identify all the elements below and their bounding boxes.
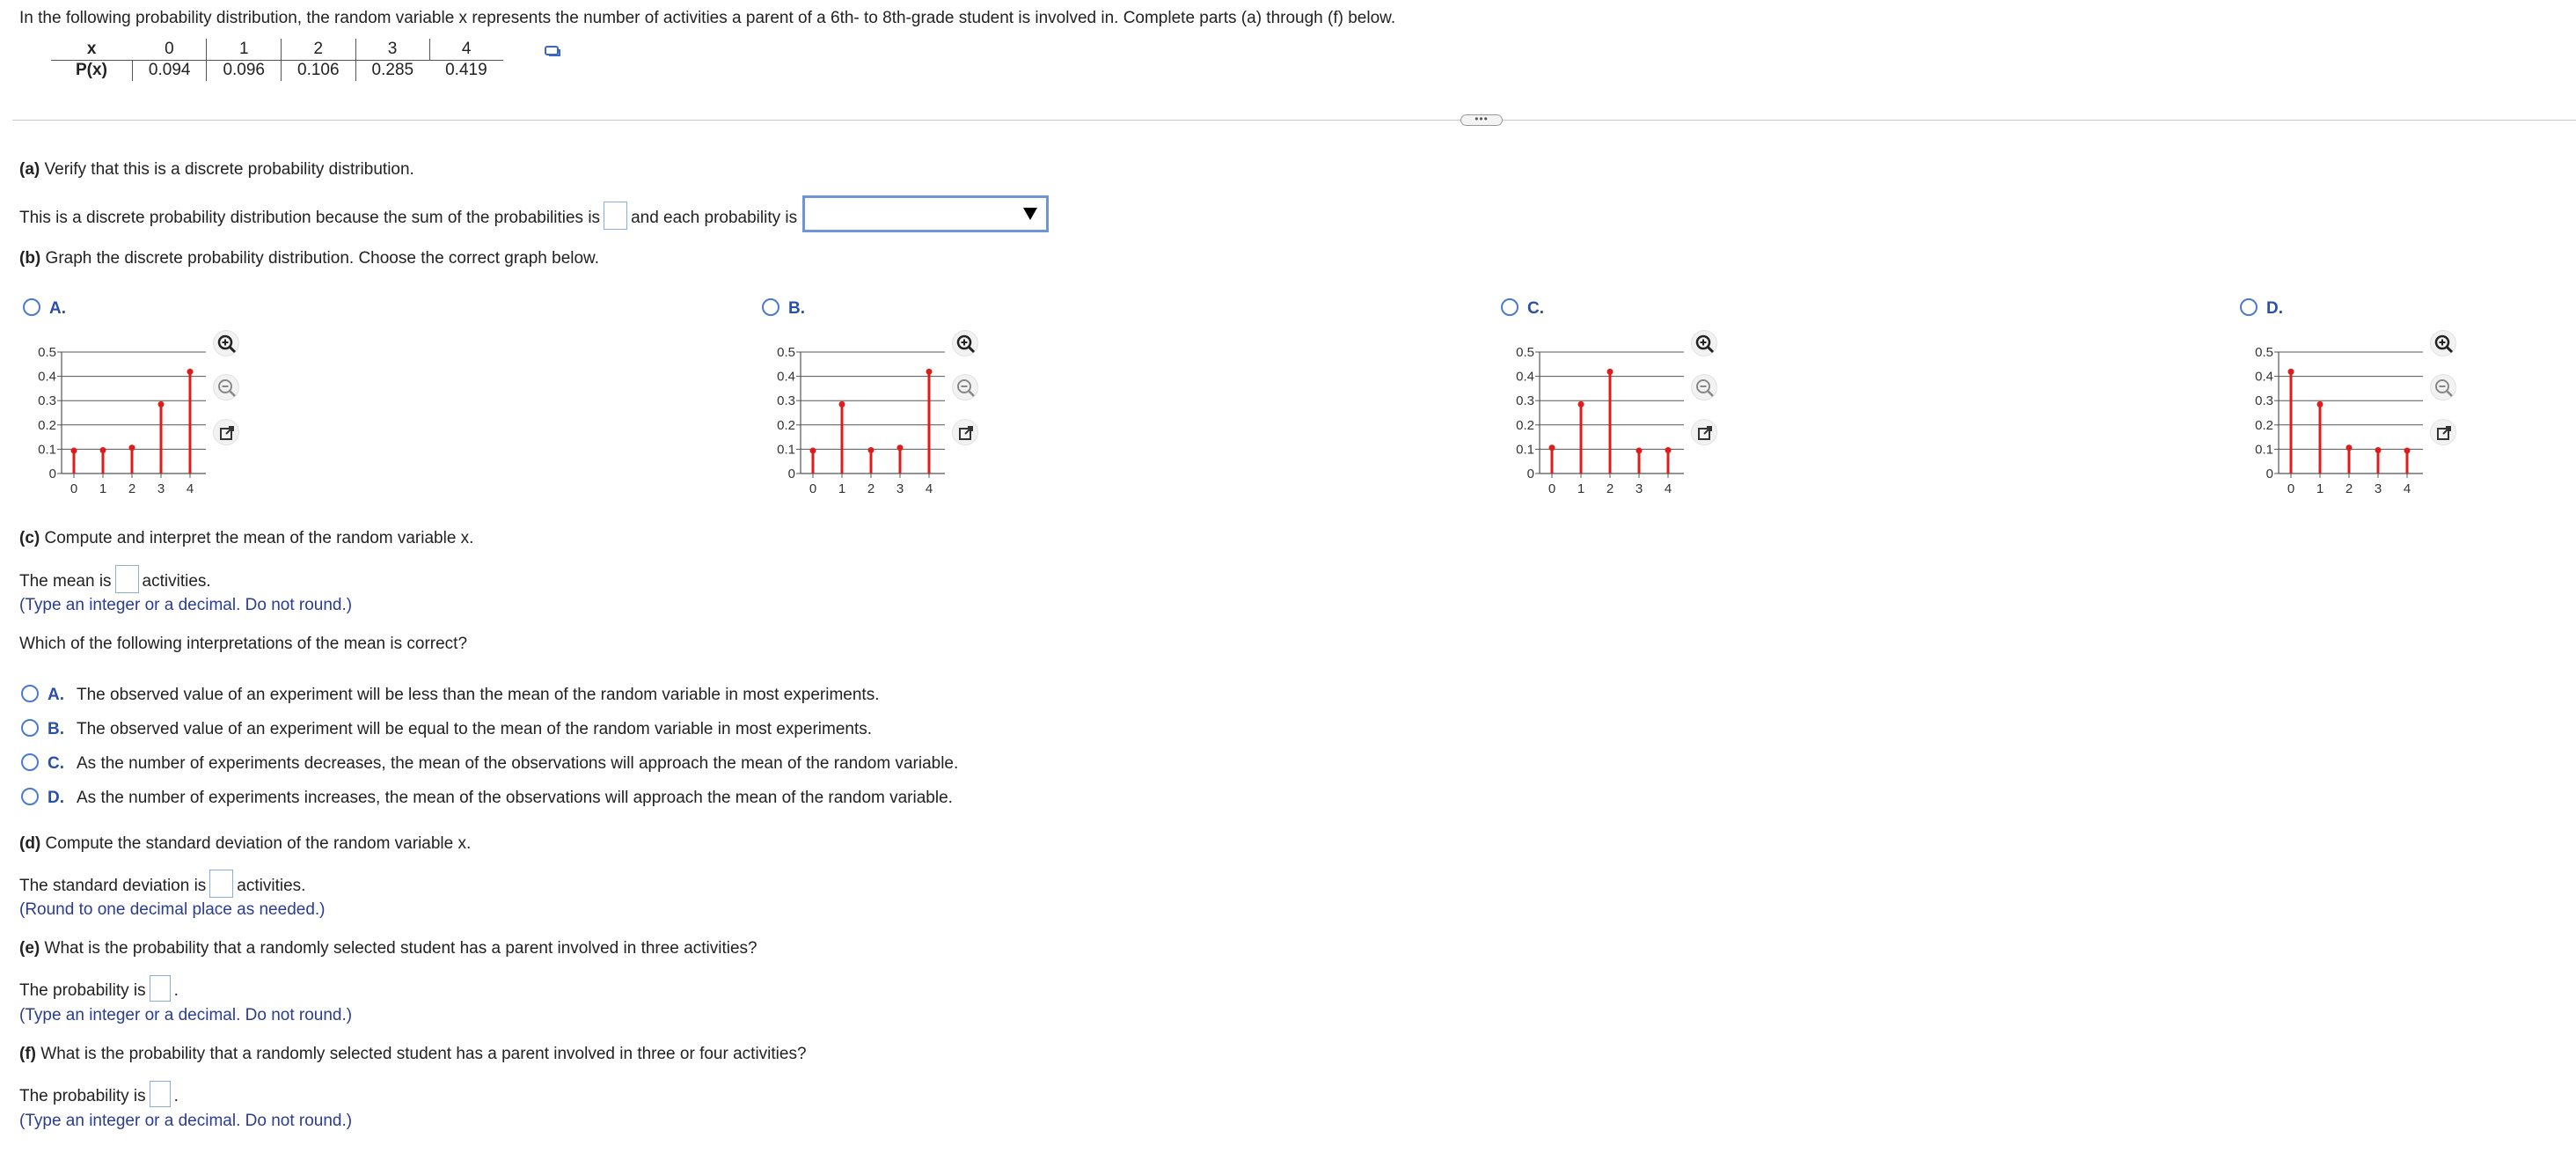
y-tick-label: 0: [1526, 466, 1534, 481]
x-tick-label: 0: [1548, 481, 1556, 496]
prob-three-hint: (Type an integer or a decimal. Do not round.): [19, 1006, 353, 1024]
expand-divider-button[interactable]: •••: [1460, 114, 1503, 126]
popout-icon[interactable]: [1691, 419, 1717, 445]
y-tick-label: 0.5: [777, 345, 795, 360]
x-tick-label: 4: [186, 481, 194, 496]
x-tick-label: 1: [838, 481, 846, 496]
y-tick-label: 0.3: [1516, 393, 1534, 409]
std-hint: (Round to one decimal place as needed.): [19, 900, 326, 919]
radio-graph-b[interactable]: [762, 298, 779, 316]
interpretation-option-c[interactable]: C. As the number of experiments decreases, the mean of the observations will approach the mean of the random variable.: [21, 754, 958, 774]
x-tick-label: 1: [99, 481, 107, 496]
table-p-cell: 0.106: [282, 60, 356, 81]
copy-data-icon[interactable]: [544, 44, 563, 58]
graph-a: [12, 343, 215, 502]
y-tick-label: 0.1: [1516, 442, 1534, 458]
interpretation-option-d[interactable]: D. As the number of experiments increases, the mean of the observations will approach the mean of the random variable.: [21, 789, 953, 808]
y-tick-label: 0.1: [2255, 442, 2273, 458]
graph-b: [751, 343, 954, 502]
y-tick-label: 0.3: [777, 393, 795, 409]
probability-point: [2288, 369, 2294, 375]
x-tick-label: 3: [896, 481, 904, 496]
x-tick-label: 4: [1664, 481, 1672, 496]
probability-point: [810, 448, 816, 454]
popout-icon[interactable]: [2430, 419, 2456, 445]
y-tick-label: 0.5: [1516, 345, 1534, 360]
zoom-in-icon[interactable]: [2430, 330, 2456, 356]
radio-interpretation-b[interactable]: [21, 719, 39, 737]
prob-three-four-hint: (Type an integer or a decimal. Do not round.): [19, 1112, 353, 1130]
part-b-heading: (b) Graph the discrete probability distribution. Choose the correct graph below.: [19, 249, 600, 268]
part-a-heading: (a) Verify that this is a discrete probability distribution.: [19, 160, 414, 179]
graph-option-b[interactable]: B.: [762, 299, 817, 319]
zoom-out-icon[interactable]: [1691, 374, 1717, 400]
table-x-cell: 4: [429, 39, 503, 60]
popout-icon[interactable]: [952, 419, 978, 445]
y-tick-label: 0.2: [1516, 417, 1534, 433]
x-tick-label: 3: [1635, 481, 1643, 496]
y-tick-label: 0.2: [2255, 417, 2273, 433]
probability-point: [868, 447, 875, 453]
y-tick-label: 0.2: [777, 417, 795, 433]
x-tick-label: 0: [809, 481, 817, 496]
probability-point: [897, 444, 904, 451]
radio-interpretation-a[interactable]: [21, 685, 39, 702]
zoom-in-icon[interactable]: [952, 330, 978, 356]
y-tick-label: 0.1: [777, 442, 795, 458]
probability-point: [129, 444, 135, 451]
graph-option-c[interactable]: C.: [1501, 299, 1556, 319]
part-e-heading: (e) What is the probability that a randomly selected student has a parent involved in three activities?: [19, 939, 757, 958]
x-tick-label: 1: [2316, 481, 2324, 496]
x-tick-label: 2: [128, 481, 136, 496]
x-tick-label: 0: [2287, 481, 2295, 496]
interpretation-option-a[interactable]: A. The observed value of an experiment will be less than the mean of the random variable in most experiments.: [21, 686, 879, 705]
table-p-header: P(x): [76, 61, 107, 80]
y-tick-label: 0.3: [38, 393, 56, 409]
prob-three-input[interactable]: [150, 975, 171, 1002]
y-tick-label: 0.4: [1516, 369, 1534, 385]
part-d-heading: (d) Compute the standard deviation of the random variable x.: [19, 834, 472, 853]
y-tick-label: 0.3: [2255, 393, 2273, 409]
y-tick-label: 0.4: [777, 369, 795, 385]
probability-point: [2346, 444, 2353, 451]
table-x-cell: 2: [282, 39, 356, 60]
probability-point: [1578, 401, 1584, 407]
probability-point: [839, 401, 845, 407]
radio-graph-d[interactable]: [2240, 298, 2258, 316]
y-tick-label: 0: [787, 466, 795, 481]
table-x-cell: 0: [132, 39, 207, 60]
probability-point: [1636, 448, 1643, 454]
table-p-cell: 0.285: [355, 60, 429, 81]
probability-point: [2404, 448, 2411, 454]
sum-input[interactable]: [604, 202, 627, 230]
x-tick-label: 0: [70, 481, 78, 496]
popout-icon[interactable]: [213, 419, 239, 445]
zoom-out-icon[interactable]: [2430, 374, 2456, 400]
probability-point: [1665, 447, 1672, 453]
probability-point: [2317, 401, 2324, 407]
probability-range-dropdown[interactable]: [802, 195, 1049, 232]
probability-point: [926, 369, 933, 375]
std-sentence: The standard deviation is activities.: [19, 875, 305, 898]
table-x-header: x: [51, 39, 132, 60]
graph-option-a[interactable]: A.: [23, 299, 78, 319]
y-tick-label: 0.2: [38, 417, 56, 433]
table-x-cell: 1: [207, 39, 282, 60]
dropdown-arrow-icon: [1023, 208, 1037, 220]
y-tick-label: 0: [48, 466, 56, 481]
graph-c: [1490, 343, 1693, 502]
probability-point: [1607, 369, 1614, 375]
table-p-cell: 0.096: [207, 60, 282, 81]
probability-point: [71, 448, 77, 454]
zoom-in-icon[interactable]: [213, 330, 239, 356]
x-tick-label: 1: [1577, 481, 1585, 496]
probability-point: [2375, 447, 2382, 453]
x-tick-label: 2: [867, 481, 875, 496]
y-tick-label: 0.4: [2255, 369, 2273, 385]
prob-three-sentence: The probability is .: [19, 980, 179, 1002]
x-tick-label: 3: [2374, 481, 2382, 496]
x-tick-label: 4: [925, 481, 933, 496]
y-tick-label: 0.5: [2255, 345, 2273, 360]
interpretation-question: Which of the following interpretations of the mean is correct?: [19, 635, 468, 653]
x-tick-label: 2: [1606, 481, 1614, 496]
mean-sentence: The mean is activities.: [19, 570, 211, 593]
table-p-cell: 0.419: [445, 61, 487, 80]
probability-point: [158, 401, 165, 407]
prob-three-four-sentence: The probability is .: [19, 1086, 179, 1107]
mean-hint: (Type an integer or a decimal. Do not round.): [19, 596, 353, 614]
mean-input[interactable]: [115, 565, 139, 593]
zoom-out-icon[interactable]: [213, 374, 239, 400]
interpretation-option-b[interactable]: B. The observed value of an experiment will be equal to the mean of the random variable in most experiments.: [21, 720, 872, 739]
part-f-heading: (f) What is the probability that a randomly selected student has a parent involved in three or four activities?: [19, 1045, 807, 1063]
part-c-heading: (c) Compute and interpret the mean of the random variable x.: [19, 529, 474, 547]
x-tick-label: 3: [157, 481, 165, 496]
y-tick-label: 0.1: [38, 442, 56, 458]
section-divider: [12, 120, 2576, 121]
x-tick-label: 4: [2403, 481, 2411, 496]
x-tick-label: 2: [2345, 481, 2353, 496]
y-tick-label: 0: [2265, 466, 2273, 481]
question-intro: In the following probability distribution, the random variable x represents the number of activities a parent of a 6th- to 8th-grade student is involved in. Complete parts (a) through (f) below.: [19, 9, 1396, 27]
radio-interpretation-d[interactable]: [21, 788, 39, 805]
table-x-cell: 3: [355, 39, 429, 60]
zoom-in-icon[interactable]: [1691, 330, 1717, 356]
table-p-cell: 0.094: [132, 60, 207, 81]
radio-interpretation-c[interactable]: [21, 753, 39, 771]
y-tick-label: 0.4: [38, 369, 56, 385]
radio-graph-c[interactable]: [1501, 298, 1519, 316]
part-a-sentence: This is a discrete probability distribution because the sum of the probabilities is and each probability is: [19, 204, 1049, 232]
std-input[interactable]: [209, 870, 233, 898]
probability-table: [51, 39, 503, 81]
zoom-out-icon[interactable]: [952, 374, 978, 400]
graph-d: [2229, 343, 2432, 502]
probability-point: [187, 369, 194, 375]
radio-graph-a[interactable]: [23, 298, 40, 316]
graph-option-d[interactable]: D.: [2240, 299, 2295, 319]
prob-three-four-input[interactable]: [150, 1081, 171, 1107]
probability-point: [1549, 444, 1555, 451]
probability-point: [100, 447, 106, 453]
y-tick-label: 0.5: [38, 345, 56, 360]
